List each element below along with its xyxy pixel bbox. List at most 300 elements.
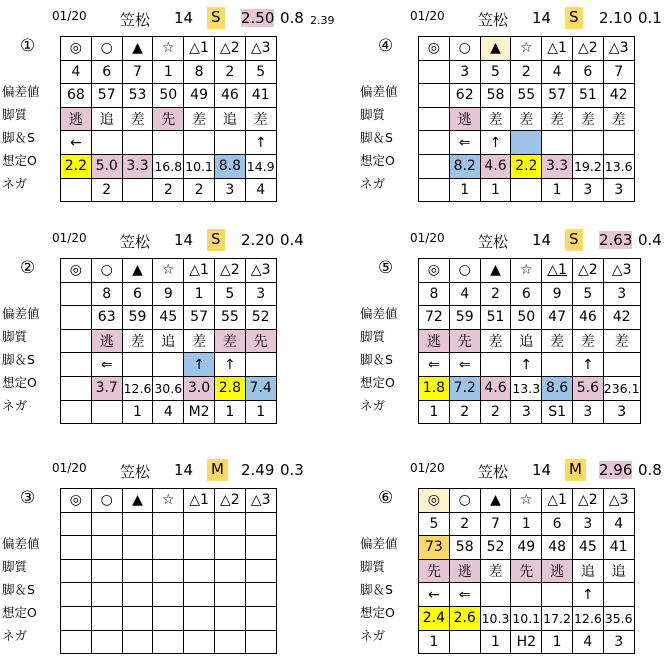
row-label: 想定O	[360, 375, 395, 390]
grid-cell: ◎	[419, 37, 450, 61]
grid-cell: 先	[245, 329, 276, 353]
grid-cell: △2	[572, 489, 603, 513]
grid-cell: △3	[603, 37, 634, 61]
grid-cell	[511, 583, 542, 607]
grid-cell: △2	[572, 259, 603, 283]
grid-cell	[153, 606, 184, 630]
grid-cell: ↑	[214, 353, 245, 377]
grid-cell	[122, 131, 153, 155]
grid-cell: 4	[542, 60, 573, 84]
grid-row	[61, 60, 277, 84]
grid-cell	[61, 512, 92, 536]
grid-cell: 1	[542, 178, 573, 202]
score-value: 2.96	[599, 461, 633, 479]
grid-cell: 3	[572, 178, 603, 202]
row-label: 脚＆S	[360, 582, 393, 597]
grid-cell: ◎	[419, 489, 450, 513]
grid-cell: 2	[214, 60, 245, 84]
grid-cell: 3	[603, 400, 640, 424]
grid-cell: 58	[449, 536, 480, 560]
grid-cell: 50	[511, 306, 542, 330]
grid-cell	[91, 606, 122, 630]
horse-grid	[418, 258, 641, 424]
grid-cell: 3	[245, 282, 276, 306]
grid-cell: 差	[480, 329, 511, 353]
score-delta: 0.8	[280, 9, 304, 27]
grid-row	[61, 353, 277, 377]
race-number: 14	[174, 9, 194, 27]
grid-cell	[91, 583, 122, 607]
grid-cell: 4	[245, 178, 276, 202]
grid-row	[419, 131, 635, 155]
grid-cell	[214, 131, 245, 155]
grid-cell	[122, 512, 153, 536]
grid-cell: ⇐	[419, 353, 450, 377]
grid-cell: ◎	[61, 489, 92, 513]
grid-cell	[511, 131, 542, 155]
row-label: 偏差値	[360, 84, 398, 99]
grid-cell	[245, 512, 276, 536]
grid-cell: ◎	[61, 37, 92, 61]
grid-cell: 9	[153, 282, 184, 306]
grid-cell: 6	[572, 60, 603, 84]
horse-grid	[418, 488, 635, 654]
grid-cell: 48	[542, 536, 573, 560]
grid-cell: ←	[419, 583, 450, 607]
grid-cell	[122, 559, 153, 583]
grid-cell: 4	[449, 282, 480, 306]
grid-cell: 41	[245, 84, 276, 108]
grid-row	[61, 178, 277, 202]
panel-header	[360, 228, 668, 252]
race-date: 01/20	[410, 231, 445, 245]
grid-cell: ○	[449, 489, 480, 513]
grid-row	[419, 84, 635, 108]
grid-cell: ↑	[245, 131, 276, 155]
grid-cell	[153, 583, 184, 607]
grid-cell: 13.6	[603, 154, 634, 178]
grid-cell: 8	[419, 282, 450, 306]
grid-cell: 2.2	[511, 154, 542, 178]
row-label: 脚質	[2, 107, 28, 122]
grid-row	[419, 37, 635, 61]
grid-cell: 41	[603, 536, 634, 560]
grid-cell: 2.4	[419, 606, 450, 630]
grid-cell: 3	[449, 60, 480, 84]
grid-cell: 17.2	[542, 606, 573, 630]
grid-cell: ▲	[480, 489, 511, 513]
race-number: 14	[532, 461, 552, 479]
grid-cell	[61, 583, 92, 607]
grid-cell	[245, 630, 276, 654]
grid-cell	[91, 512, 122, 536]
panel-number: ②	[20, 258, 36, 278]
grid-cell	[419, 154, 450, 178]
grid-row	[61, 583, 277, 607]
grid-row	[61, 376, 277, 400]
grid-cell: 16.8	[153, 154, 184, 178]
grid-cell: 2.2	[61, 154, 92, 178]
grade-badge: M	[207, 459, 228, 481]
grid-cell: △2	[214, 259, 245, 283]
score-value: 2.50	[241, 9, 275, 27]
grid-cell: 3	[572, 400, 603, 424]
grid-row	[419, 329, 641, 353]
grid-row	[61, 306, 277, 330]
grid-cell: 68	[61, 84, 92, 108]
grid-cell: ←	[61, 131, 92, 155]
grid-cell: 差	[603, 329, 640, 353]
panel-header	[2, 458, 332, 482]
grid-cell	[153, 131, 184, 155]
panel-1	[2, 6, 335, 206]
grid-cell: 12.6	[572, 606, 603, 630]
grid-cell	[419, 107, 450, 131]
grid-cell: 35.6	[603, 606, 634, 630]
grid-cell	[214, 559, 245, 583]
grid-cell: 差	[603, 107, 634, 131]
grid-cell: ▲	[122, 489, 153, 513]
grid-cell: 逃	[61, 107, 92, 131]
panel-number: ④	[378, 36, 394, 56]
grid-cell: S1	[542, 400, 573, 424]
grid-cell: 4	[153, 400, 184, 424]
grid-cell	[91, 630, 122, 654]
grid-cell: 差	[122, 107, 153, 131]
grid-row	[419, 536, 635, 560]
grid-cell: ↑	[572, 583, 603, 607]
grid-cell	[603, 583, 634, 607]
panel-number: ⑤	[378, 258, 394, 278]
grid-cell: 47	[542, 306, 573, 330]
grid-row	[419, 60, 635, 84]
grid-cell: ☆	[511, 489, 542, 513]
grid-cell	[122, 353, 153, 377]
row-label: ネガ	[360, 398, 386, 413]
grid-cell	[122, 583, 153, 607]
grid-cell: 3.3	[122, 154, 153, 178]
horse-grid	[60, 258, 277, 424]
grid-cell	[61, 178, 92, 202]
grid-cell: 46	[572, 306, 603, 330]
grid-cell: 1	[419, 630, 450, 654]
row-label: 偏差値	[2, 84, 40, 99]
grid-cell: ☆	[511, 37, 542, 61]
grid-cell: 57	[542, 84, 573, 108]
grid-cell: 3.3	[542, 154, 573, 178]
grid-cell: ☆	[153, 259, 184, 283]
grid-cell	[122, 606, 153, 630]
grid-cell: 13.3	[511, 376, 542, 400]
grid-cell: 5	[480, 60, 511, 84]
grid-cell: 42	[603, 306, 640, 330]
grid-row	[61, 400, 277, 424]
grid-cell: 3	[511, 400, 542, 424]
grid-cell: ⇐	[449, 353, 480, 377]
grid-row	[61, 154, 277, 178]
row-label: 偏差値	[360, 536, 398, 551]
grid-row	[419, 512, 635, 536]
grid-cell: 2	[480, 400, 511, 424]
grid-cell	[419, 84, 450, 108]
row-label: 脚＆S	[2, 130, 35, 145]
grid-row	[61, 131, 277, 155]
grid-cell: 49	[184, 84, 215, 108]
grid-row	[61, 84, 277, 108]
row-label: 脚質	[360, 329, 386, 344]
panel-2	[2, 228, 312, 428]
grid-cell: △3	[245, 37, 276, 61]
grid-cell: H2	[511, 630, 542, 654]
grid-cell: △3	[603, 259, 640, 283]
grid-cell	[153, 559, 184, 583]
grid-row	[419, 559, 635, 583]
grid-cell	[61, 630, 92, 654]
grid-cell: 2	[511, 60, 542, 84]
panel-number: ①	[20, 36, 36, 56]
grid-cell	[214, 606, 245, 630]
row-label: 脚＆S	[360, 130, 393, 145]
grid-cell	[61, 282, 92, 306]
grid-cell	[91, 131, 122, 155]
grid-cell	[572, 131, 603, 155]
grid-cell: 45	[153, 306, 184, 330]
grid-cell: 62	[449, 84, 480, 108]
grid-cell: △1	[184, 37, 215, 61]
grid-cell: 51	[480, 306, 511, 330]
grid-cell	[480, 583, 511, 607]
grid-cell	[245, 353, 276, 377]
panel-4	[360, 6, 668, 206]
grid-cell: 追	[91, 107, 122, 131]
grid-cell: 51	[572, 84, 603, 108]
grid-row	[419, 630, 635, 654]
grid-cell: 2.6	[449, 606, 480, 630]
grid-cell: 5	[419, 512, 450, 536]
grid-row	[61, 606, 277, 630]
grid-cell: 追	[153, 329, 184, 353]
row-label: 脚＆S	[2, 582, 35, 597]
grid-cell: 追	[511, 329, 542, 353]
grid-cell: ☆	[153, 37, 184, 61]
grid-cell: ▲	[122, 37, 153, 61]
score-value: 2.10	[599, 9, 633, 27]
grid-cell: 4.6	[480, 376, 511, 400]
grid-cell: 72	[419, 306, 450, 330]
grid-row	[419, 353, 641, 377]
race-date: 01/20	[52, 231, 87, 245]
grid-cell: ↑	[572, 353, 603, 377]
grid-cell: 4	[61, 60, 92, 84]
grid-cell: 2	[184, 178, 215, 202]
grid-cell: 2.8	[214, 376, 245, 400]
track-name: 笠松	[120, 463, 151, 481]
grid-cell: 逃	[449, 107, 480, 131]
grid-cell: 63	[91, 306, 122, 330]
grid-cell: 6	[91, 60, 122, 84]
grid-cell: 1	[511, 512, 542, 536]
grid-cell: 73	[419, 536, 450, 560]
grid-cell	[61, 329, 92, 353]
score-delta: 0.4	[638, 231, 662, 249]
grid-cell: △1	[542, 259, 573, 283]
grid-row	[419, 583, 635, 607]
grid-cell	[214, 583, 245, 607]
score-delta: 0.3	[280, 461, 304, 479]
grid-cell	[603, 131, 634, 155]
grid-cell: 10.1	[184, 154, 215, 178]
track-name: 笠松	[478, 233, 509, 251]
grid-cell	[61, 606, 92, 630]
row-label: ネガ	[2, 398, 28, 413]
grid-row	[61, 259, 277, 283]
grid-cell: 50	[153, 84, 184, 108]
grid-cell	[153, 512, 184, 536]
grid-cell: ▲	[480, 37, 511, 61]
track-name: 笠松	[478, 11, 509, 29]
grid-cell: 差	[184, 329, 215, 353]
grid-cell: 3	[603, 178, 634, 202]
grid-cell: 3.7	[91, 376, 122, 400]
grade-badge: S	[565, 7, 583, 29]
grid-cell: ▲	[122, 259, 153, 283]
grid-cell	[153, 353, 184, 377]
grid-row	[61, 329, 277, 353]
grid-cell	[214, 630, 245, 654]
grid-cell: 7	[480, 512, 511, 536]
grid-cell: 2	[480, 282, 511, 306]
grid-row	[61, 489, 277, 513]
grid-cell: 逃	[419, 329, 450, 353]
grid-row	[419, 606, 635, 630]
grid-cell: △3	[245, 259, 276, 283]
grid-cell: △1	[184, 489, 215, 513]
grid-cell: △2	[572, 37, 603, 61]
grid-cell: 57	[184, 306, 215, 330]
grid-cell: 8.6	[542, 376, 573, 400]
grid-cell: 3	[572, 512, 603, 536]
row-label: 脚質	[360, 559, 386, 574]
grid-cell: 逃	[542, 559, 573, 583]
grid-cell	[184, 131, 215, 155]
grid-cell	[184, 630, 215, 654]
grid-cell: 先	[449, 329, 480, 353]
grid-cell	[542, 353, 573, 377]
grid-row	[419, 400, 641, 424]
grid-cell	[61, 536, 92, 560]
row-label: 偏差値	[360, 306, 398, 321]
grid-cell: 14.9	[245, 154, 276, 178]
grid-row	[61, 630, 277, 654]
grid-cell: 4	[603, 512, 634, 536]
grade-badge: S	[565, 229, 583, 251]
grid-cell: 5	[245, 60, 276, 84]
grid-cell: △1	[542, 489, 573, 513]
grid-cell: 5.0	[91, 154, 122, 178]
grid-cell: 3	[603, 282, 640, 306]
grid-cell: 59	[122, 306, 153, 330]
grid-cell: ○	[449, 37, 480, 61]
track-name: 笠松	[120, 233, 151, 251]
grid-cell: 9	[542, 282, 573, 306]
row-label: 脚質	[360, 107, 386, 122]
grid-cell	[214, 536, 245, 560]
grid-cell	[61, 353, 92, 377]
grid-cell: 1	[542, 630, 573, 654]
score-delta: 0.4	[280, 231, 304, 249]
grid-cell	[153, 536, 184, 560]
panel-5	[360, 228, 668, 428]
panel-header	[2, 6, 335, 30]
row-label: 想定O	[2, 375, 37, 390]
grid-row	[419, 376, 641, 400]
row-label: 脚＆S	[360, 352, 393, 367]
race-date: 01/20	[410, 9, 445, 23]
grid-cell: 差	[572, 329, 603, 353]
grid-cell: 逃	[91, 329, 122, 353]
grid-cell: ↑	[480, 131, 511, 155]
grid-cell: 7	[603, 60, 634, 84]
score-value: 2.49	[241, 461, 275, 479]
grid-cell	[153, 630, 184, 654]
grid-cell: 2	[153, 178, 184, 202]
grid-cell: 46	[214, 84, 245, 108]
grid-cell: ◎	[419, 259, 450, 283]
grid-cell	[245, 536, 276, 560]
track-name: 笠松	[120, 11, 151, 29]
grid-cell: 差	[214, 329, 245, 353]
grid-cell: 3	[603, 630, 634, 654]
grid-cell	[214, 512, 245, 536]
race-number: 14	[174, 461, 194, 479]
grid-cell: 5.6	[572, 376, 603, 400]
grid-cell: 先	[153, 107, 184, 131]
grid-cell: 12.6	[122, 376, 153, 400]
race-date: 01/20	[52, 461, 87, 475]
grid-cell: 53	[122, 84, 153, 108]
grid-cell	[245, 583, 276, 607]
grid-cell	[542, 583, 573, 607]
score-delta: 0.1	[638, 9, 662, 27]
grid-cell: 57	[91, 84, 122, 108]
grid-cell: 差	[245, 107, 276, 131]
grid-cell: ○	[91, 259, 122, 283]
grid-cell: 逃	[449, 559, 480, 583]
panel-header	[2, 228, 332, 252]
grid-cell: 8	[91, 282, 122, 306]
grade-badge: S	[207, 229, 225, 251]
grid-cell	[91, 400, 122, 424]
grid-cell: ↑	[511, 353, 542, 377]
grid-cell: 1	[480, 178, 511, 202]
grid-row	[419, 107, 635, 131]
grid-cell	[184, 606, 215, 630]
grid-row	[419, 154, 635, 178]
grid-cell: 6	[511, 282, 542, 306]
grid-cell: ◎	[61, 259, 92, 283]
grade-badge: M	[565, 459, 586, 481]
grid-cell: ○	[449, 259, 480, 283]
grid-cell: M2	[184, 400, 215, 424]
race-number: 14	[532, 231, 552, 249]
grid-cell: 追	[603, 559, 634, 583]
grid-cell: 10.3	[480, 606, 511, 630]
panel-number: ⑥	[378, 488, 394, 508]
grid-cell: 7.2	[449, 376, 480, 400]
grid-row	[419, 178, 635, 202]
race-date: 01/20	[410, 461, 445, 475]
grid-cell: 5	[214, 282, 245, 306]
